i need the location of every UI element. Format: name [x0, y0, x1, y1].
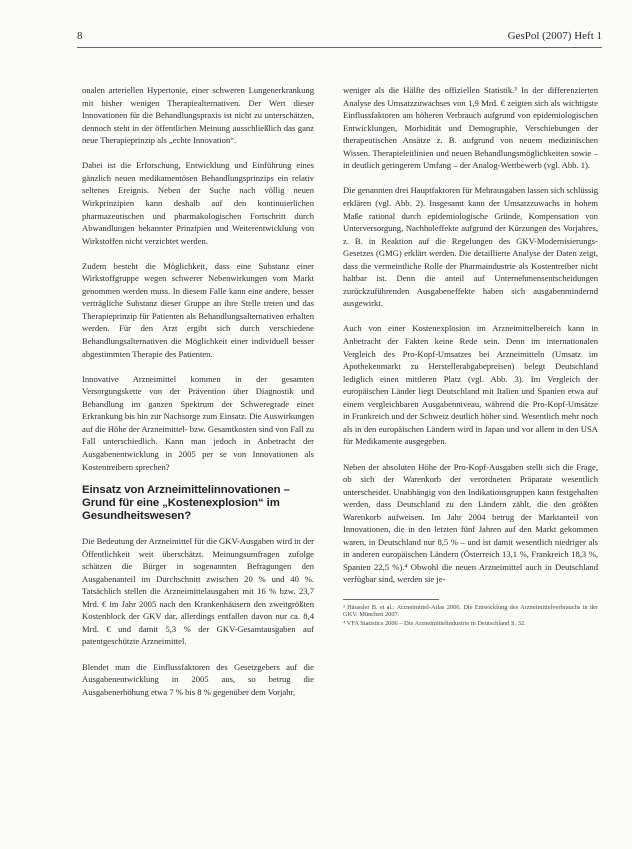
- paragraph: Neben der absoluten Höhe der Pro-Kopf-Ausgaben stellt sich die Frage, ob sich der Warenkorb der verordneten Präparate wesentlich unterscheidet. Unabhängig von den Indikationsgruppen kann festgehalten werden, dass Deutschland zu den Ländern zählt, die den größten Warenkorb aufweisen. Im Jahr 2004 betrug der Marktanteil von Innovationen, die in den letzten fünf Jahren auf den Markt gekommen waren, in Deutschland nur 8,5 % – und ist damit wesentlich niedriger als in anderen europäischen Ländern (Österreich 13,1 %, Frankreich 18,3 %, Spanien 22,5 %).⁴ Obwohl die neuen Arzneimittel auch in Deutschland verfügbar sind, werden sie je-: [343, 461, 598, 585]
- paragraph: Die genannten drei Hauptfaktoren für Mehrausgaben lassen sich schlüssig erklären (vgl. Abb. 2). Insgesamt kann der Umsatzzuwachs in hohem Maße rational durch epidemiologische Gründe, Kompensation von Unterversorgung, Nachholeffekte aufgrund der Kürzungen des Vorjahres, z. B. in Reaktion auf die Regelungen des GKV-Modernisierungs-Gesetzes (GMG) erklärt werden. Die detaillierte Analyse der Daten zeigt, dass die vermeintliche Rolle der Pharmaindustrie als Kostentreiber nicht haltbar ist. Denn die anteil auf Unternehmensentscheidungen zurückzuführenden Ausgabeneffekte haben sich ausgabenmindernd ausgewirkt.: [343, 185, 598, 309]
- header-rule: [77, 47, 602, 48]
- paragraph: Innovative Arzneimittel kommen in der gesamten Versorgungskette von der Prävention über Diagnostik und Behandlung im ganzen Spektrum der Schweregrade einer Erkrankung bis hin zur Nachsorge zum Einsatz. Die Auswirkungen auf die Höhe der Arzneimittel- bzw. Gesamtkosten sind von Fall zu Fall unterschiedlich. Kann man jedoch in Anbetracht der Ausgabenentwicklung in 2005 per se von Innovationen als Kostentreibern sprechen?: [82, 373, 314, 472]
- paragraph: Blendet man die Einflussfaktoren des Gesetzgebers auf die Ausgabenentwicklung in 2005 aus, so betrug die Ausgabenerhöhung etwa 7 % bis 8 % gegenüber dem Vorjahr,: [82, 661, 314, 697]
- paragraph: Auch von einer Kostenexplosion im Arzneimittelbereich kann in Anbetracht der Fakten keine Rede sein. Denn im internationalen Vergleich des Pro-Kopf-Umsatzes bei Arzneimitteln (Umsatz im Apothekenmarkt zu Herstellerabgabepreisen) belegt Deutschland lediglich einen mittleren Platz (vgl. Abb. 3). Im Vergleich der europäischen Länder liegt Deutschland mit Italien und Spanien etwa auf einem vergleichbaren Ausgabenniveau, während die Pro-Kopf-Umsätze in Frankreich und der Schweiz deutlich höher sind. Wesentlich mehr noch als in den europäischen Ländern wird in Japan und vor allem in den USA für Medikamente ausgegeben.: [343, 323, 598, 447]
- journal-title: GesPol (2007) Heft 1: [507, 30, 602, 42]
- paragraph: Zudem besteht die Möglichkeit, dass eine Substanz einer Wirkstoffgruppe wegen schwerer Nebenwirkungen vom Markt genommen werden muss. In diesem Falle kann eine andere, besser verträgliche Substanz dieser Gruppe an ihre Stelle treten und das Therapieprinzip für Patienten als Behandlungsalternativen erhalten werden. Für den Arzt ergibt sich durch verschiedene Behandlungsalternativen die Möglichkeit einer individuell besser abgestimmten Therapie des Patienten.: [82, 260, 314, 359]
- right-column: [343, 84, 598, 628]
- paragraph: weniger als die Hälfte des offiziellen Statistik.³ In der differenzierten Analyse des Umsatzzuwachses von 1,9 Mrd. € zeigten sich als wichtigste Einflussfaktoren am höheren Verbrauch aufgrund von epidemiologischen Entwicklungen, Morbidität und Demographie, Verschiebungen der therapeutischen Ansätze z. B. aufgrund von neuem medizinischen Wissen. Therapieleitlinien und neuen Behandlungsmöglichkeiten sowie – in deutlich geringerem Umfang – der Analog-Wettbewerb (vgl. Abb. 1).: [343, 85, 598, 171]
- paragraph: Die Bedeutung der Arzneimittel für die GKV-Ausgaben wird in der Öffentlichkeit weit überschätzt. Meinungsumfragen zufolge schätzen die Bürger in sogenannten Befragungen den Ausgabenanteil im Durchschnitt zwischen 20 % und 40 %. Tatsächlich stellen die Arzneimittelausgaben mit 16 % bzw. 23,7 Mrd. € im Jahr 2005 nach den Krankenhäusern den zweitgrößten Kostenblock der GKV dar, allerdings entfallen davon nur ca. 8,4 Mrd. € und damit 5,3 % der GKV-Gesamtausgaben auf patentgeschützte Arzneimittel.: [82, 536, 314, 647]
- footnote: ³ Häussler B. et al.: Arzneimittel-Atlas 2006. Die Entwicklung des Arzneimittelverbrauchs in der GKV. München 2007.: [343, 603, 598, 619]
- paragraph: onalen arteriellen Hypertonie, einer schweren Lungenerkrankung mit bisher wenigen Therapiealternativen. Der Wert dieser Innovationen für die Behandlungspraxis ist nicht zu unterschätzen, dennoch steht in der öffentlichen Meinung ausschließlich das ganz neue Therapieprinzip als „echte Innovation“.: [82, 85, 314, 146]
- page-number: 8: [77, 30, 83, 42]
- left-column: [82, 84, 314, 711]
- paragraph: Dabei ist die Erforschung, Entwicklung und Einführung eines gänzlich neuen medikamentösen Behandlungsprinzips ein relativ seltenes Ereignis. Neben der Suche nach völlig neuen Wirkprinzipien kann deshalb auf den kontinuierlichen pharmazeutischen und pharmakologischen Fortschritt durch Abwandlungen bekannter Prinzipien und Weiterentwicklung von Wirkstoffen nicht verzichtet werden.: [82, 160, 314, 246]
- footnotes: [343, 604, 598, 628]
- section-heading: Einsatz von Arzneimittelinnovationen – Grund für eine „Kostenexplosion“ im Gesundheitswesen?: [82, 484, 290, 523]
- footnote-rule: [343, 599, 439, 600]
- footnote: ⁴ VFA Statistics 2006 – Die Arzneimittelindustrie in Deutschland S. 32.: [343, 619, 526, 627]
